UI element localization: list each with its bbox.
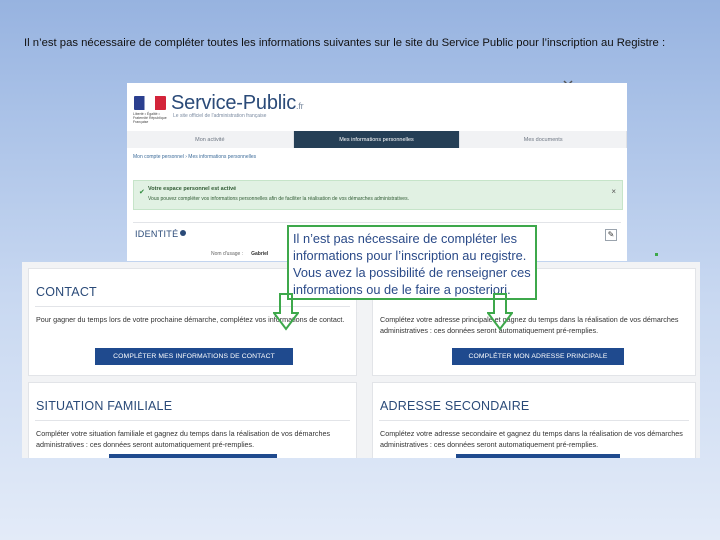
situation-title: SITUATION FAMILIALE (36, 399, 173, 413)
callout-text: Il n’est pas nécessaire de compléter les informations pour l’inscription au registre. Vous avez la possibilité de renseigner ces informations ou de le faire a posteriori. (293, 231, 531, 297)
check-icon: ✔ (139, 189, 145, 196)
divider (133, 222, 621, 223)
divider (35, 306, 350, 307)
edit-pencil-icon[interactable]: ✎ (605, 229, 617, 241)
nom-usage-value: Gabriel (251, 251, 269, 257)
situation-text: Compléter votre situation familiale et gagnez du temps dans la réalisation de vos démarches administratives : ces données seront automatiquement pré-remplies. (36, 429, 331, 449)
marianne-flag-icon (134, 96, 166, 110)
divider (379, 420, 689, 421)
identite-title: IDENTITÉ (135, 229, 179, 239)
tab-mon-activite[interactable]: Mon activité (127, 131, 294, 148)
contact-text: Pour gagner du temps lors de votre prochaine démarche, complétez vos informations de contact. (36, 315, 345, 324)
adresse-secondaire-text: Complétez votre adresse secondaire et gagnez du temps dans la réalisation de vos démarches administratives : ces données seront automatiquement pré-remplies. (380, 429, 683, 449)
tab-mes-informations[interactable]: Mes informations personnelles (294, 131, 461, 148)
complete-situation-button[interactable] (109, 454, 277, 458)
arrow-down-icon (487, 293, 513, 331)
complete-contact-button[interactable]: COMPLÉTER MES INFORMATIONS DE CONTACT (95, 348, 293, 365)
logo-text: Service-Public (171, 92, 297, 114)
site-header (127, 83, 627, 129)
close-icon[interactable]: × (611, 187, 616, 196)
flag-caption: Liberté • Égalité • Fraternité République Française (133, 112, 167, 124)
intro-text: Il n’est pas nécessaire de compléter toutes les informations suivantes sur le site du Service Public pour l’inscription au Registre : (24, 37, 666, 49)
info-icon[interactable] (180, 230, 186, 236)
alert-title: Votre espace personnel est activé (148, 186, 237, 192)
adresse-secondaire-title: ADRESSE SECONDAIRE (380, 399, 530, 413)
contact-title: CONTACT (36, 285, 97, 299)
logo-suffix: .fr (296, 101, 304, 111)
situation-familiale-card (28, 382, 357, 458)
identite-heading (135, 229, 186, 239)
alert-text: Vous pouvez compléter vos informations personnelles afin de faciliter la réalisation de vos démarches administratives. (148, 196, 409, 202)
complete-adresse-button[interactable]: COMPLÉTER MON ADRESSE PRINCIPALE (452, 348, 624, 365)
breadcrumb[interactable]: Mon compte personnel › Mes informations personnelles (133, 154, 257, 160)
adresse-secondaire-card (372, 382, 696, 458)
complete-adresse-secondaire-button[interactable] (456, 454, 620, 458)
arrow-down-icon (273, 293, 299, 331)
success-alert (133, 180, 623, 210)
account-tabs (127, 131, 627, 148)
site-tagline: Le site officiel de l'administration française (173, 113, 267, 119)
nom-usage-label: Nom d'usage : (211, 251, 244, 257)
tab-mes-documents[interactable]: Mes documents (460, 131, 627, 148)
nom-usage-row (211, 251, 268, 257)
site-logo[interactable] (171, 92, 303, 115)
divider (35, 420, 350, 421)
marker (655, 253, 658, 256)
callout-box (287, 225, 537, 300)
adresse-principale-text: Complétez votre adresse principale et gagnez du temps dans la réalisation de vos démarches administratives : ces données seront automatiquement pré-remplies. (380, 315, 679, 335)
